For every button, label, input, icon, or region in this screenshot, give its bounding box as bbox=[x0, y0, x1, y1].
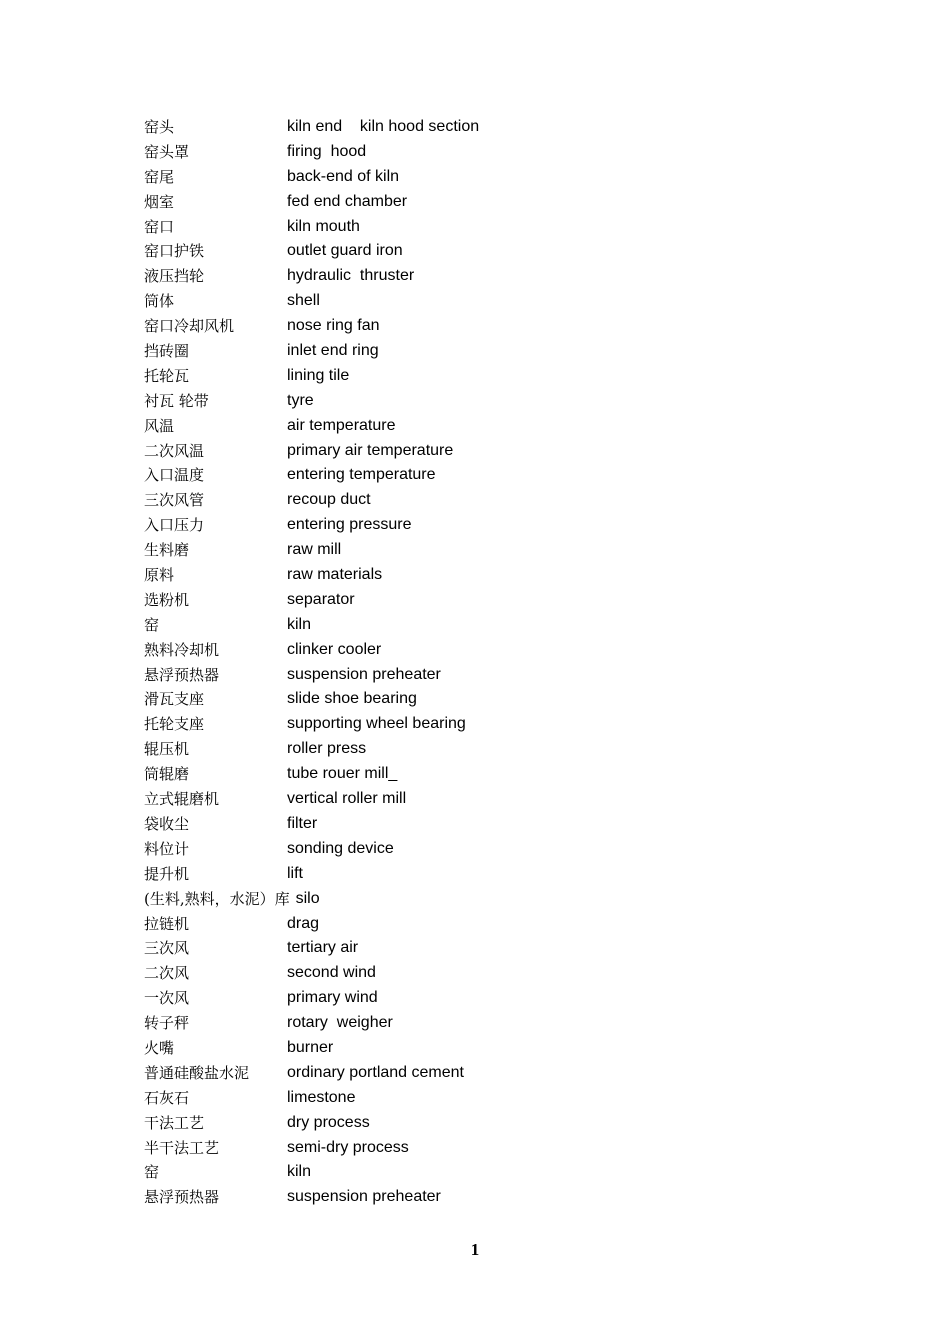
english-term: tertiary air bbox=[287, 939, 359, 957]
english-term: outlet guard iron bbox=[287, 242, 403, 260]
glossary-row bbox=[144, 239, 764, 264]
chinese-term: 窑口冷却风机 bbox=[144, 317, 235, 336]
chinese-term: 窑口 bbox=[144, 217, 175, 236]
chinese-term: 入口压力 bbox=[144, 516, 205, 535]
chinese-term: 料位计 bbox=[144, 839, 190, 858]
glossary-row bbox=[144, 414, 764, 439]
glossary-row bbox=[144, 638, 764, 663]
chinese-term: 半干法工艺 bbox=[144, 1138, 220, 1157]
glossary-row bbox=[144, 961, 764, 986]
chinese-term: 普通硅酸盐水泥 bbox=[144, 1063, 250, 1082]
chinese-term: 筒辊磨 bbox=[144, 765, 190, 784]
chinese-term: 拉链机 bbox=[144, 914, 190, 933]
glossary-row bbox=[144, 737, 764, 762]
english-term: kiln end kiln hood section bbox=[287, 118, 480, 135]
glossary-row bbox=[144, 140, 764, 165]
english-term: kiln bbox=[287, 1163, 312, 1181]
glossary-row bbox=[144, 389, 764, 414]
english-term: tyre bbox=[287, 391, 314, 409]
glossary-row bbox=[144, 812, 764, 837]
glossary-row bbox=[144, 339, 764, 364]
page-number: 1 bbox=[470, 1240, 480, 1259]
glossary-row bbox=[144, 165, 764, 190]
english-term: clinker cooler bbox=[287, 640, 382, 658]
chinese-term: (生料,熟料，水泥）库 bbox=[144, 889, 290, 908]
chinese-term: 石灰石 bbox=[144, 1088, 190, 1107]
glossary-row bbox=[144, 1036, 764, 1061]
glossary-row bbox=[144, 215, 764, 240]
chinese-term: 衬瓦 轮带 bbox=[144, 391, 209, 410]
chinese-term: 滑瓦支座 bbox=[144, 690, 205, 709]
chinese-term: 熟料冷却机 bbox=[144, 640, 220, 659]
glossary-table bbox=[144, 115, 764, 1210]
glossary-row bbox=[144, 613, 764, 638]
chinese-term: 二次风 bbox=[144, 964, 190, 983]
chinese-term: 袋收尘 bbox=[144, 814, 190, 833]
english-term: separator bbox=[287, 590, 355, 608]
english-term: silo bbox=[295, 889, 320, 907]
english-term: supporting wheel bearing bbox=[287, 715, 466, 733]
chinese-term: 入口温度 bbox=[144, 466, 205, 485]
chinese-term: 窑口护铁 bbox=[144, 242, 205, 261]
english-term: suspension preheater bbox=[287, 665, 441, 683]
english-term: lining tile bbox=[287, 366, 350, 384]
chinese-term: 烟室 bbox=[144, 192, 175, 211]
chinese-term: 原料 bbox=[144, 566, 175, 585]
glossary-row bbox=[144, 862, 764, 887]
english-term: semi-dry process bbox=[287, 1138, 409, 1156]
chinese-term: 液压挡轮 bbox=[144, 267, 205, 286]
english-term: raw mill bbox=[287, 541, 342, 559]
glossary-row bbox=[144, 912, 764, 937]
glossary-row bbox=[144, 264, 764, 289]
english-term: dry process bbox=[287, 1113, 370, 1131]
glossary-row bbox=[144, 1160, 764, 1185]
english-term: sonding device bbox=[287, 839, 394, 857]
english-term: roller press bbox=[287, 740, 367, 758]
english-term: kiln bbox=[287, 615, 312, 633]
english-term: primary air temperature bbox=[287, 441, 454, 459]
chinese-term: 三次风 bbox=[144, 939, 190, 958]
glossary-row bbox=[144, 712, 764, 737]
english-term: vertical roller mill bbox=[287, 790, 407, 808]
glossary-row bbox=[144, 1011, 764, 1036]
english-term: filter bbox=[287, 814, 318, 832]
english-term: second wind bbox=[287, 964, 376, 982]
glossary-row bbox=[144, 289, 764, 314]
glossary-row bbox=[144, 588, 764, 613]
glossary-row bbox=[144, 314, 764, 339]
chinese-term: 生料磨 bbox=[144, 541, 190, 560]
chinese-term: 悬浮预热器 bbox=[144, 1188, 220, 1207]
glossary-row bbox=[144, 986, 764, 1011]
chinese-term: 一次风 bbox=[144, 989, 190, 1008]
chinese-term: 窑头 bbox=[144, 118, 175, 136]
glossary-row bbox=[144, 1111, 764, 1136]
chinese-term: 火嘴 bbox=[144, 1038, 175, 1057]
english-term: hydraulic thruster bbox=[287, 267, 415, 285]
glossary-row bbox=[144, 115, 764, 140]
english-term: kiln mouth bbox=[287, 217, 360, 235]
glossary-row bbox=[144, 190, 764, 215]
chinese-term: 干法工艺 bbox=[144, 1113, 205, 1132]
english-term: shell bbox=[287, 292, 320, 310]
english-term: inlet end ring bbox=[287, 342, 379, 360]
chinese-term: 二次风温 bbox=[144, 441, 205, 460]
english-term: nose ring fan bbox=[287, 317, 380, 335]
english-term: back-end of kiln bbox=[287, 167, 400, 185]
chinese-term: 悬浮预热器 bbox=[144, 665, 220, 684]
english-term: drag bbox=[287, 914, 320, 932]
english-term: raw materials bbox=[287, 566, 383, 584]
chinese-term: 风温 bbox=[144, 416, 175, 435]
chinese-term: 选粉机 bbox=[144, 590, 190, 609]
glossary-row bbox=[144, 364, 764, 389]
glossary-row bbox=[144, 439, 764, 464]
chinese-term: 挡砖圈 bbox=[144, 342, 190, 361]
chinese-term: 窑 bbox=[144, 615, 160, 634]
chinese-term: 窑 bbox=[144, 1163, 160, 1182]
glossary-row bbox=[144, 936, 764, 961]
chinese-term: 提升机 bbox=[144, 864, 190, 883]
glossary-row bbox=[144, 837, 764, 862]
glossary-row bbox=[144, 1185, 764, 1210]
english-term: burner bbox=[287, 1038, 334, 1056]
chinese-term: 筒体 bbox=[144, 292, 175, 311]
english-term: firing hood bbox=[287, 142, 367, 160]
english-term: rotary weigher bbox=[287, 1014, 393, 1032]
english-term: primary wind bbox=[287, 989, 378, 1007]
glossary-row bbox=[144, 887, 764, 912]
english-term: air temperature bbox=[287, 416, 396, 434]
glossary-row bbox=[144, 787, 764, 812]
glossary-row bbox=[144, 687, 764, 712]
chinese-term: 转子秤 bbox=[144, 1014, 190, 1033]
english-term: limestone bbox=[287, 1088, 356, 1106]
glossary-row bbox=[144, 463, 764, 488]
glossary-row bbox=[144, 1136, 764, 1161]
english-term: ordinary portland cement bbox=[287, 1063, 464, 1081]
glossary-row bbox=[144, 513, 764, 538]
chinese-term: 窑尾 bbox=[144, 167, 175, 186]
glossary-row bbox=[144, 488, 764, 513]
english-term: recoup duct bbox=[287, 491, 371, 509]
glossary-row bbox=[144, 1086, 764, 1111]
chinese-term: 立式辊磨机 bbox=[144, 790, 220, 809]
glossary-row bbox=[144, 538, 764, 563]
english-term: tube rouer mill_ bbox=[287, 765, 398, 783]
chinese-term: 窑头罩 bbox=[144, 142, 190, 161]
english-term: fed end chamber bbox=[287, 192, 408, 210]
glossary-row bbox=[144, 1061, 764, 1086]
glossary-row bbox=[144, 563, 764, 588]
english-term: entering temperature bbox=[287, 466, 436, 484]
english-term: slide shoe bearing bbox=[287, 690, 417, 708]
glossary-row bbox=[144, 663, 764, 688]
english-term: suspension preheater bbox=[287, 1188, 441, 1206]
chinese-term: 托轮瓦 bbox=[144, 366, 190, 385]
chinese-term: 辊压机 bbox=[144, 740, 190, 759]
chinese-term: 三次风管 bbox=[144, 491, 205, 510]
english-term: entering pressure bbox=[287, 516, 412, 534]
english-term: lift bbox=[287, 864, 303, 882]
glossary-row bbox=[144, 762, 764, 787]
chinese-term: 托轮支座 bbox=[144, 715, 205, 734]
